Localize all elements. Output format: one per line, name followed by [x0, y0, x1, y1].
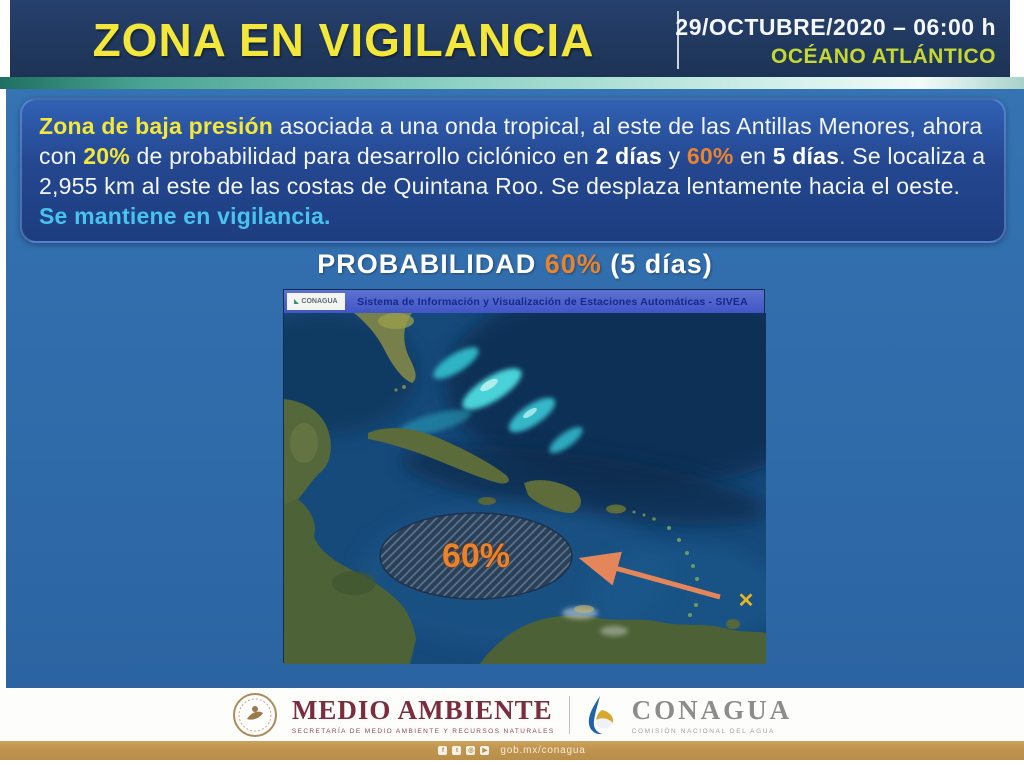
- social-bar: [0, 741, 1024, 760]
- advisory-seg: asociada a una onda tropical, al este de las Antillas Menores, ahora con: [39, 113, 983, 169]
- twitter-icon: t: [452, 746, 461, 755]
- conagua-lockup: [632, 695, 793, 735]
- advisory-seg: . Se localiza a 2,955 km al este de las costas de Quintana Roo. Se desplaza lentamente hacia el oeste.: [39, 143, 986, 199]
- advisory-seg-pct-5days: 60%: [686, 143, 734, 169]
- instagram-icon: ◎: [468, 747, 474, 754]
- report-region: OCÉANO ATLÁNTICO: [771, 45, 996, 68]
- page-title: ZONA EN VIGILANCIA: [92, 14, 595, 66]
- advisory-seg-2days: 2 días: [595, 143, 662, 169]
- probability-label: PROBABILIDAD: [317, 249, 545, 279]
- conagua-drop-icon: [584, 694, 618, 736]
- advisory-seg: en: [733, 143, 773, 169]
- advisory-seg-highlight: Zona de baja presión: [39, 113, 274, 139]
- conagua-mini-logo-icon: [294, 299, 299, 304]
- teal-accent-bar: [0, 77, 1024, 89]
- medio-ambiente-lockup: [292, 695, 555, 735]
- advisory-seg: de probabilidad para desarrollo ciclónico en: [129, 143, 596, 169]
- advisory-seg-pct-2days: 20%: [83, 143, 130, 169]
- header-bar: [10, 0, 1010, 77]
- probability-value: 60%: [544, 249, 602, 279]
- probability-suffix: (5 días): [601, 249, 713, 279]
- footer-divider: [569, 696, 570, 734]
- conagua-subtitle: COMISIÓN NACIONAL DEL AGUA: [631, 727, 775, 735]
- disturbance-x-marker: ✕: [737, 590, 755, 612]
- social-handle: gob.mx/conagua: [500, 745, 586, 756]
- advisory-text: [39, 111, 987, 231]
- medio-ambiente-wordmark: MEDIO AMBIENTE: [291, 694, 553, 725]
- advisory-box: [20, 98, 1006, 243]
- advisory-seg-5days: 5 días: [772, 143, 840, 169]
- medio-ambiente-subtitle: SECRETARÍA DE MEDIO AMBIENTE Y RECURSOS NATURALES: [291, 727, 555, 735]
- facebook-icon: f: [438, 746, 447, 755]
- bottom-margin: [0, 760, 1024, 765]
- advisory-seg-vigilancia: Se mantiene en vigilancia.: [39, 203, 331, 229]
- sivea-map-panel: [283, 289, 765, 663]
- map-title: Sistema de Información y Visualización de Estaciones Automáticas - SIVEA: [357, 295, 748, 308]
- youtube-icon: ▶: [482, 747, 488, 754]
- probability-heading: [6, 249, 1024, 280]
- advisory-seg: y: [661, 143, 687, 169]
- map-titlebar: [284, 290, 764, 313]
- conagua-mini-logo: [287, 293, 345, 310]
- footer-bar: [0, 688, 1024, 741]
- map-probability-label: 60%: [441, 537, 511, 575]
- map-satellite-view: [284, 313, 766, 664]
- report-datetime: 29/OCTUBRE/2020 – 06:00 h: [675, 14, 996, 40]
- medio-ambiente-seal-icon: [232, 692, 278, 738]
- caribbean-satellite-map: [284, 313, 766, 664]
- conagua-mini-logo-label: CONAGUA: [301, 298, 338, 305]
- main-canvas: [6, 89, 1024, 688]
- header-meta: [675, 14, 996, 69]
- conagua-wordmark: CONAGUA: [631, 694, 793, 725]
